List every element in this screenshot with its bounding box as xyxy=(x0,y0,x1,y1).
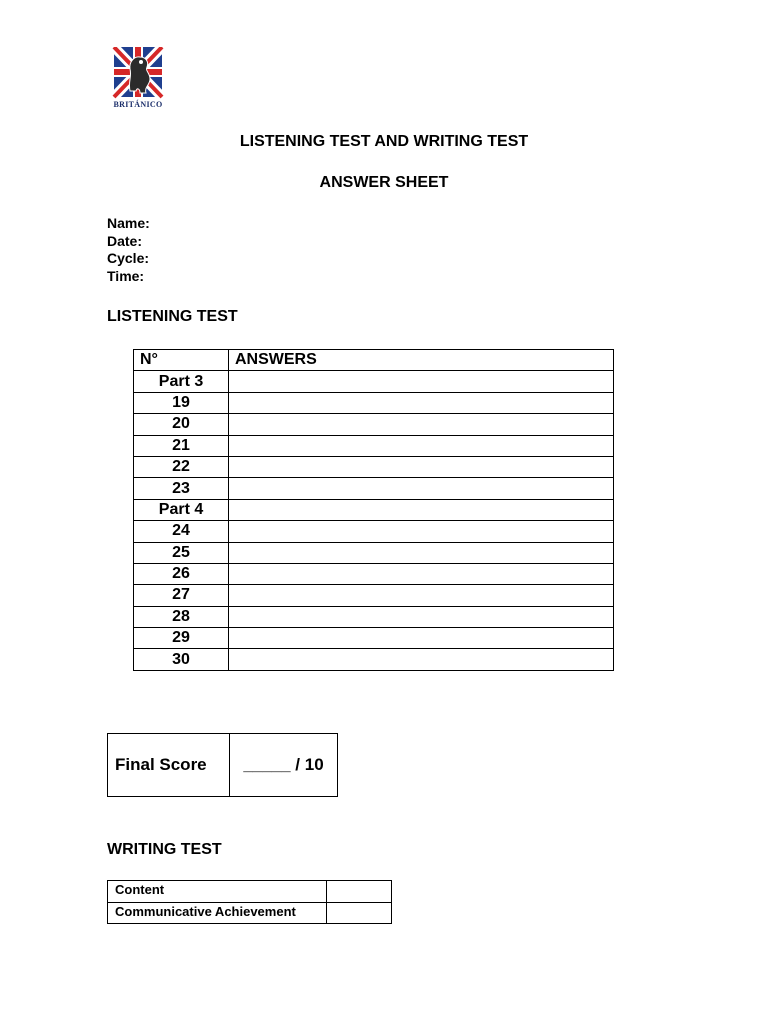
final-score-box xyxy=(107,733,338,797)
final-score-label: Final Score xyxy=(108,734,230,797)
final-score-value[interactable]: _____ / 10 xyxy=(230,734,338,797)
logo-text: BRITÁNICO xyxy=(113,100,163,109)
answer-cell[interactable] xyxy=(229,456,614,477)
row-label: 25 xyxy=(134,542,229,563)
answer-cell[interactable] xyxy=(229,542,614,563)
row-label: 24 xyxy=(134,521,229,542)
row-label: 23 xyxy=(134,478,229,499)
row-label: 19 xyxy=(134,392,229,413)
table-row xyxy=(134,456,614,477)
criterion-content: Content xyxy=(108,881,327,903)
row-label: 27 xyxy=(134,585,229,606)
document-title: LISTENING TEST AND WRITING TEST xyxy=(239,133,529,150)
row-label: 30 xyxy=(134,649,229,670)
date-label: Date: xyxy=(107,232,143,249)
answer-cell[interactable] xyxy=(229,628,614,649)
table-row xyxy=(108,881,392,903)
writing-heading: WRITING TEST xyxy=(107,841,222,858)
listening-answer-table xyxy=(133,349,614,671)
criterion-communicative-achievement: Communicative Achievement xyxy=(108,902,327,924)
table-header-row xyxy=(134,350,614,371)
row-label: 22 xyxy=(134,456,229,477)
answer-cell[interactable] xyxy=(229,499,614,520)
writing-criteria-table xyxy=(107,880,392,924)
answer-cell[interactable] xyxy=(229,521,614,542)
table-row xyxy=(134,478,614,499)
row-label: 20 xyxy=(134,414,229,435)
answer-cell[interactable] xyxy=(229,435,614,456)
table-row xyxy=(134,628,614,649)
name-label: Name: xyxy=(107,215,150,231)
table-row xyxy=(134,649,614,670)
table-row xyxy=(134,371,614,392)
score-cell[interactable] xyxy=(326,881,391,903)
answer-cell[interactable] xyxy=(229,606,614,627)
row-label: 26 xyxy=(134,563,229,584)
column-answers-header: ANSWERS xyxy=(229,350,614,371)
answer-cell[interactable] xyxy=(229,563,614,584)
answer-cell[interactable] xyxy=(229,478,614,499)
table-row xyxy=(134,585,614,606)
student-info-fields xyxy=(107,215,150,286)
score-cell[interactable] xyxy=(326,902,391,924)
time-label: Time: xyxy=(107,268,145,285)
britanico-logo xyxy=(110,47,166,113)
table-row xyxy=(134,542,614,563)
table-row xyxy=(134,521,614,542)
cycle-label: Cycle: xyxy=(107,250,150,267)
document-subtitle: ANSWER SHEET xyxy=(319,174,449,191)
column-number-header: N° xyxy=(134,350,229,371)
row-label: Part 4 xyxy=(134,499,229,520)
table-row xyxy=(134,435,614,456)
row-label: 28 xyxy=(134,606,229,627)
union-jack-lion-emblem xyxy=(110,47,166,99)
row-label: Part 3 xyxy=(134,371,229,392)
table-row xyxy=(134,392,614,413)
answer-cell[interactable] xyxy=(229,585,614,606)
row-label: 29 xyxy=(134,628,229,649)
table-row xyxy=(134,606,614,627)
answer-cell[interactable] xyxy=(229,392,614,413)
listening-heading: LISTENING TEST xyxy=(107,308,238,325)
answer-cell[interactable] xyxy=(229,371,614,392)
table-row xyxy=(134,563,614,584)
answer-cell[interactable] xyxy=(229,649,614,670)
table-row xyxy=(134,414,614,435)
row-label: 21 xyxy=(134,435,229,456)
table-row xyxy=(134,499,614,520)
table-row xyxy=(108,902,392,924)
answer-cell[interactable] xyxy=(229,414,614,435)
